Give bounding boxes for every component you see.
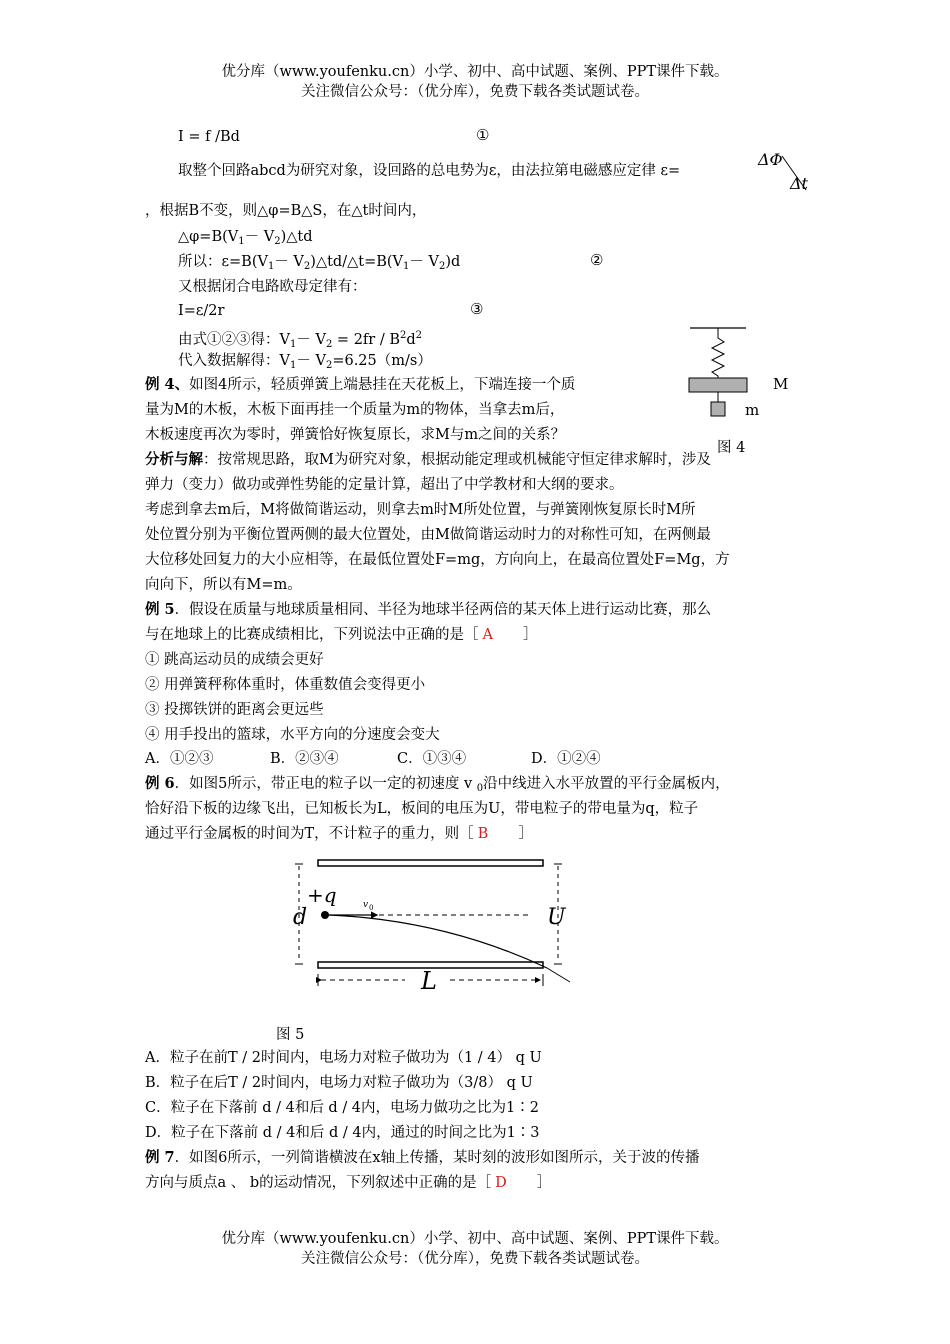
example-6-text1: ．如图5所示，带正电的粒子以一定的初速度 v (174, 776, 477, 792)
equation-4: I=ε/2r (178, 303, 225, 319)
example-6-label: 例 6 (145, 775, 175, 792)
equation-6 (178, 350, 432, 377)
figure-5-diagram (285, 852, 585, 1002)
example-5-text1: ．假设在质量与地球质量相同、半径为地球半径两倍的某天体上进行运动比赛，那么 (174, 602, 712, 618)
example-6-bracket: ］ (518, 826, 533, 842)
eq6-part-b: － V (296, 353, 326, 369)
eq3-sub-2: 2 (303, 261, 311, 272)
eq5-part-d: d (406, 332, 416, 348)
example-6-line2: 恰好沿下板的边缘飞出，已知板长为L，板间的电压为U，带电粒子的带电量为q，粒子 (145, 801, 699, 817)
analysis-line1 (145, 449, 711, 471)
eq5-part-c: = 2fr / B (332, 332, 400, 348)
example-5-option-a: A．①②③ (145, 751, 214, 767)
eq5-sup-1: 2 (399, 330, 407, 341)
example-7-text2: 方向与质点a 、 b的运动情况，下列叙述中正确的是［ (145, 1175, 492, 1191)
equation-3-number: ② (590, 251, 604, 269)
example-5-statement-4: ④ 用手投出的篮球，水平方向的分速度会变大 (145, 727, 440, 743)
equation-4-number: ③ (470, 300, 484, 318)
label-L: L (421, 967, 437, 995)
eq6-sub-2: 2 (325, 360, 333, 371)
mass-m (711, 402, 725, 416)
analysis-line2: 弹力（变力）做功或弹性势能的定量计算，超出了中学教材和大纲的要求。 (145, 477, 624, 493)
analysis-line4: 处位置分别为平衡位置两侧的最大位置处，由M做简谐运动时力的对称性可知，在两侧最 (145, 527, 711, 543)
example-5-option-d: D．①②④ (531, 751, 601, 767)
spring (712, 328, 724, 378)
example-6-line3 (145, 823, 533, 845)
example-6-option-a: A．粒子在前T / 2时间内，电场力对粒子做功为（1 / 4） q U (145, 1050, 542, 1066)
example-6-text1-end: 沿中线进入水平放置的平行金属板内， (483, 776, 730, 792)
page-footer-line2: 关注微信公众号：（优分库），免费下载各类试题试卷。 (301, 1251, 649, 1267)
eq3-sub-3: 1 (403, 261, 410, 272)
example-5-statement-2: ② 用弹簧秤称体重时，体重数值会变得更小 (145, 677, 426, 693)
example-5-line1 (145, 599, 711, 621)
example-5-option-c: C．①③④ (397, 751, 467, 767)
eq3-sub-4: 2 (438, 261, 446, 272)
example-5-statement-3: ③ 投掷铁饼的距离会更远些 (145, 702, 324, 718)
label-U: U (547, 905, 566, 930)
paragraph-b-constant: ，根据B不变，则△φ=B△S，在△t时间内， (145, 203, 427, 219)
example-6-answer: B (477, 826, 489, 842)
plate-M (689, 378, 747, 392)
top-plate (318, 860, 543, 866)
label-d: d (293, 905, 308, 930)
eq5-part-b: － V (296, 332, 326, 348)
figure-4-label-M: M (773, 375, 789, 393)
figure-5-caption: 图 5 (276, 1027, 305, 1043)
example-7-answer: D (495, 1175, 507, 1191)
eq2-sub-2: 2 (274, 236, 281, 247)
example-5-label: 例 5 (145, 601, 175, 618)
eq5-sup-2: 2 (415, 330, 423, 341)
example-6-option-b: B．粒子在后T / 2时间内，电场力对粒子做功为（3/8） q U (145, 1075, 533, 1091)
figure-4-label-m: m (745, 401, 760, 419)
example-4-label: 例 4、 (145, 376, 190, 393)
eq3-sub-1: 1 (267, 261, 275, 272)
example-6-line1 (145, 773, 730, 800)
example-4-line2: 量为M的木板，木板下面再挂一个质量为m的物体，当拿去m后， (145, 402, 565, 418)
label-v-sub: 0 (369, 904, 374, 912)
equation-3 (178, 251, 460, 278)
eq2-part-b: － V (244, 229, 275, 245)
eq6-part-c: =6.25（m/s） (332, 353, 432, 369)
page-header-line1: 优分库（www.youfenku.cn）小学、初中、高中试题、案例、PPT课件下载。 (221, 64, 729, 80)
example-4-text1: 如图4所示，轻质弹簧上端悬挂在天花板上，下端连接一个质 (189, 377, 576, 393)
example-5-statement-1: ① 跳高运动员的成绩会更好 (145, 652, 324, 668)
fraction-numerator: ΔΦ (758, 150, 783, 169)
example-6-option-c: C．粒子在下落前 d / 4和后 d / 4内，电场力做功之比为1∶2 (145, 1100, 539, 1116)
eq5-part-a: 由式①②③得：V (178, 332, 290, 348)
eq2-sub-1: 1 (238, 236, 245, 247)
label-q: +q (307, 883, 337, 907)
example-7-bracket: ］ (536, 1175, 552, 1191)
eq3-part-a: 所以：ε=B(V (178, 254, 268, 270)
trajectory-extension (547, 968, 570, 982)
analysis-text1: ：按常规思路，取M为研究对象，根据动能定理或机械能守恒定律求解时，涉及 (203, 452, 711, 468)
analysis-line3: 考虑到拿去m后，M将做简谐运动，则拿去m时M所处位置，与弹簧刚恢复原长时M所 (145, 502, 696, 518)
example-6-text3: 通过平行金属板的时间为T，不计粒子的重力，则［ (145, 826, 474, 842)
example-5-text2: 与在地球上的比赛成绩相比，下列说法中正确的是［ (145, 627, 479, 643)
label-v: v (363, 900, 369, 910)
eq5-sub-1: 1 (289, 339, 297, 350)
analysis-line5: 大位移处回复力的大小应相等，在最低位置处F=mg，方向向上，在最高位置处F=Mg，方 (145, 552, 730, 568)
example-5-bracket: ］ (522, 627, 538, 643)
paragraph-loop: 取整个回路abcd为研究对象，设回路的总电势为ε，由法拉第电磁感应定律 ε= (178, 163, 681, 179)
example-4-line3: 木板速度再次为零时，弹簧恰好恢复原长，求M与m之间的关系？ (145, 427, 566, 443)
paragraph-ohm: 又根据闭合电路欧母定律有： (178, 279, 367, 295)
eq6-sub-1: 1 (289, 360, 297, 371)
equation-1-number: ① (476, 126, 490, 144)
trajectory (329, 915, 547, 968)
eq3-part-c: )△td/△t=B(V (310, 254, 404, 270)
page-footer-line1: 优分库（www.youfenku.cn）小学、初中、高中试题、案例、PPT课件下载。 (221, 1231, 729, 1247)
eq3-part-b: － V (274, 254, 304, 270)
example-5-line2 (145, 624, 537, 646)
example-5-option-b: B．②③④ (270, 751, 339, 767)
particle (321, 911, 329, 919)
figure-4-caption: 图 4 (717, 440, 746, 456)
example-5-answer: A (482, 627, 493, 643)
example-4-line1 (145, 374, 575, 396)
example-7-label: 例 7 (145, 1149, 175, 1166)
eq3-part-e: )d (445, 254, 461, 270)
equation-2 (178, 226, 313, 253)
example-7-line1 (145, 1147, 700, 1169)
eq6-part-a: 代入数据解得：V (178, 353, 290, 369)
example-6-v0-sub: 0 (476, 783, 484, 794)
example-6-option-d: D．粒子在下落前 d / 4和后 d / 4内，通过的时间之比为1∶3 (145, 1125, 540, 1141)
example-7-text1: ．如图6所示，一列简谐横波在x轴上传播，某时刻的波形如图所示，关于波的传播 (174, 1150, 700, 1166)
eq2-part-c: )△td (280, 229, 313, 245)
equation-1: I = f /Bd (178, 129, 240, 145)
analysis-line6: 向向下，所以有M=m。 (145, 577, 302, 593)
page-header-line2: 关注微信公众号：（优分库），免费下载各类试题试卷。 (301, 84, 649, 100)
eq5-sub-2: 2 (325, 339, 333, 350)
example-7-line2 (145, 1172, 551, 1194)
fraction-denominator: Δt (790, 174, 808, 193)
eq2-part-a: △φ=B(V (178, 229, 239, 245)
eq3-part-d: － V (409, 254, 439, 270)
analysis-label: 分析与解 (145, 451, 203, 468)
